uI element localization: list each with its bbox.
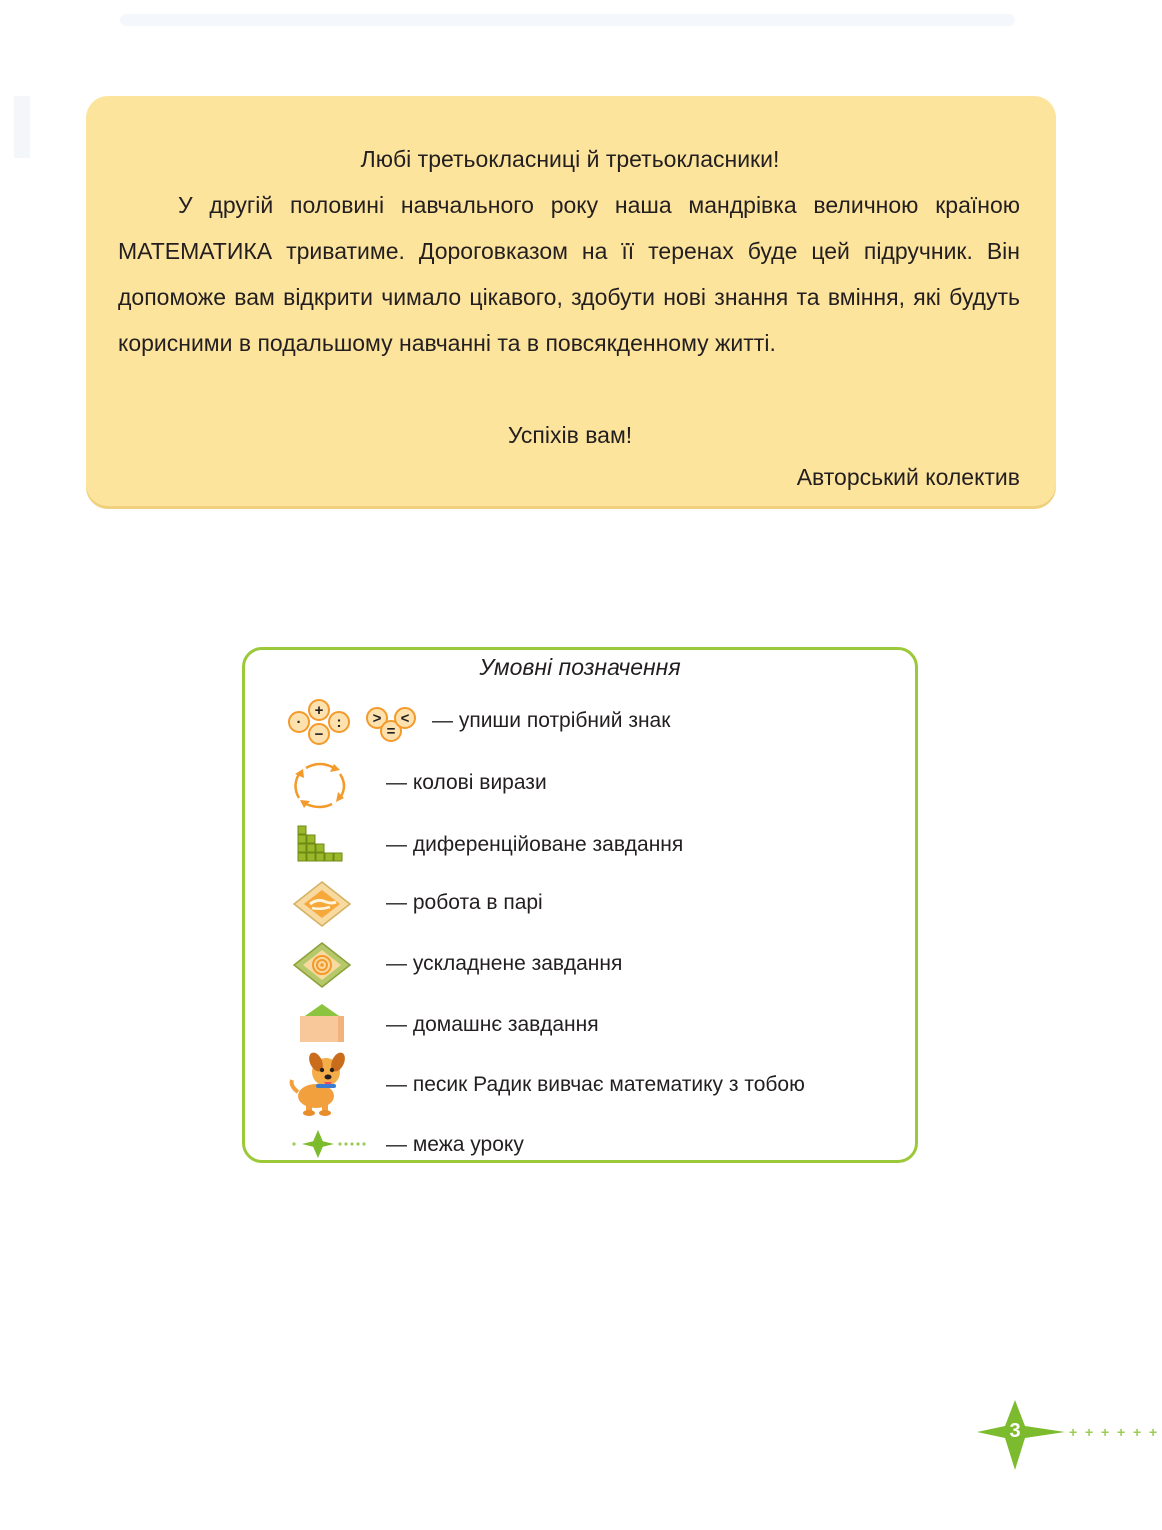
spiral-diamond-icon [286,941,366,991]
legend-item-advanced [286,941,906,991]
intro-wish: Успіхів вам! [507,422,633,448]
legend-label-dog: — песик Радик вивчає математику з тобою [386,1073,805,1096]
top-decorative-strip [120,14,1015,26]
legend-item-circular [286,760,906,810]
legend-item-dog [286,1050,906,1100]
handshake-icon [286,880,366,930]
svg-text:+: + [1101,1424,1110,1440]
legend-label-signs: — упиши потрібний знак [432,709,671,732]
greater-sign: > [372,710,382,727]
page-number: 3 [1009,1420,1021,1442]
legend-item-homework [286,1002,906,1052]
svg-text:+: + [1117,1424,1126,1440]
dot-sign: · [296,714,302,731]
circular-arrows-icon [286,760,366,810]
legend-label-advanced: — ускладнене завдання [386,952,623,975]
svg-text:+: + [1133,1424,1142,1440]
legend-item-differentiated [286,822,906,872]
house-icon [286,1002,366,1052]
lesson-border-icon [286,1124,376,1164]
colon-sign: : [336,714,342,731]
intro-greeting: Любі третьокласниці й третьокласники! [360,146,780,172]
legend-label-pair-work: — робота в парі [386,891,543,914]
dog-icon [286,1050,366,1116]
intro-body: У другій половині навчального року наша мандрівка величною країною МАТЕМАТИКА триватиме. Дороговказом на її теренах буде цей підручник. Він допоможе вам відкрити чимало цікавого, здобути нові знання та вміння, які будуть корисними в подальшому навчанні та в повсякденному житті. [118,192,1020,356]
equals-sign: = [386,723,396,740]
legend-item-pair-work [286,880,906,930]
signs-icon [286,698,426,746]
page-number-badge [975,1400,1162,1470]
legend-label-circular: — колові вирази [386,771,547,794]
svg-text:+: + [1149,1424,1158,1440]
plus-sign: + [314,702,324,719]
legend-item-signs [286,698,906,748]
legend-label-differentiated: — диференційоване завдання [386,833,684,856]
legend-label-homework: — домашнє завдання [386,1013,599,1036]
svg-text:+: + [1069,1424,1078,1440]
legend-title-text: Умовні позначення [479,654,681,680]
legend-title [0,653,1162,681]
svg-text:+: + [1085,1424,1094,1440]
legend-item-lesson-border [286,1124,906,1174]
less-sign: < [400,710,410,727]
blocks-stairs-icon [286,822,366,872]
intro-signature: Авторський колектив [796,464,1020,490]
minus-sign: − [314,726,324,743]
legend-label-lesson-border: — межа уроку [386,1133,524,1156]
